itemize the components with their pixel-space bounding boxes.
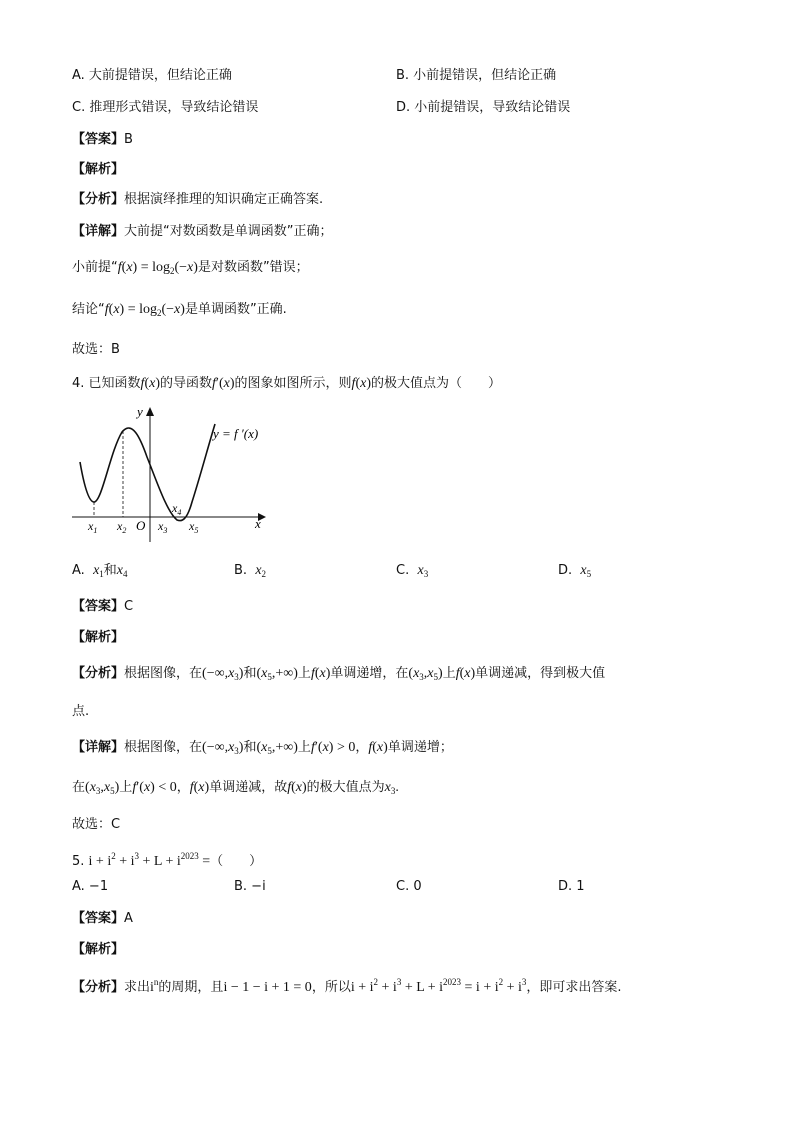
q5-option-a: A. −1 bbox=[72, 879, 109, 894]
x1-label: $x_1$ bbox=[88, 519, 98, 535]
q4-option-c: C. $x_3$ bbox=[396, 563, 429, 579]
x-axis-label: x bbox=[255, 516, 261, 531]
q4-fenxi-line1: 【分析】根据图像，在$(-\infty,x_3)$和$(x_5,+\infty)$上f(x)单调递增，在$(x_3,x_5)$上f(x)单调递减，得到极大值 bbox=[72, 666, 606, 682]
detail-text: 单调递减，故 bbox=[209, 780, 288, 795]
fenxi-text: 根据图像，在 bbox=[124, 666, 203, 681]
y-axis-arrow bbox=[146, 407, 154, 416]
q4-option-a: A. $x_1$和$x_4$ bbox=[72, 563, 128, 579]
detail-text: 和 bbox=[243, 740, 257, 755]
q4-detail-line1: 【详解】根据图像，在$(-\infty,x_3)$和$(x_5,+\infty)$上f′(x) > 0，f(x)单调递增； bbox=[72, 740, 453, 756]
stem-number: 5. bbox=[72, 854, 85, 869]
detail-text: 结论“ bbox=[72, 302, 105, 317]
detail-text: 根据图像，在 bbox=[124, 740, 203, 755]
q3-jiexi-heading: 【解析】 bbox=[72, 162, 125, 177]
fenxi-tag: 【分析】 bbox=[72, 192, 125, 207]
detail-text: 上 bbox=[119, 780, 133, 795]
q5-option-c: C. 0 bbox=[396, 879, 422, 894]
detail-text: 在 bbox=[72, 780, 86, 795]
detail-tag: 【详解】 bbox=[72, 740, 125, 755]
q3-choose: 故选：B bbox=[72, 342, 120, 357]
x3-label: $x_3$ bbox=[158, 519, 168, 535]
fenxi-text: 单调递减，得到极大值 bbox=[475, 666, 606, 681]
detail-text: ， bbox=[176, 780, 190, 795]
x2-label: $x_2$ bbox=[117, 519, 127, 535]
q5-fenxi: 【分析】求出$i^n$的周期，且i − 1 − i + 1 = 0，所以$i + i^2 + i^3 + L + i^{2023} = i + i^2 + i^3$，即可求出答案. bbox=[72, 977, 622, 995]
q4-jiexi-heading: 【解析】 bbox=[72, 630, 125, 645]
fenxi-tag: 【分析】 bbox=[72, 980, 125, 995]
stem-text: 的导函数 bbox=[160, 376, 213, 391]
fenxi-text: 和 bbox=[243, 666, 257, 681]
fenxi-text: ，所以 bbox=[311, 980, 351, 995]
detail-text: 是对数函数”错误； bbox=[197, 260, 309, 275]
fenxi-text: 单调递增，在 bbox=[330, 666, 409, 681]
fenxi-text: ，即可求出答案. bbox=[526, 980, 622, 995]
q5-stem: 5. $i + i^2 + i^3 + L + i^{2023}$ =（ ） bbox=[72, 851, 263, 869]
q5-jiexi-heading: 【解析】 bbox=[72, 942, 125, 957]
option-label: D. bbox=[558, 563, 573, 578]
q3-fenxi bbox=[72, 190, 323, 210]
curve-label: y = f ′(x) bbox=[213, 426, 259, 441]
option-label: C. bbox=[396, 563, 410, 578]
stem-text: 的极大值点为（ ） bbox=[371, 376, 502, 391]
fenxi-text: 的周期，且 bbox=[158, 980, 224, 995]
q3-option-c: C. 推理形式错误，导致结论错误 bbox=[72, 100, 259, 115]
detail-text: 单调递增； bbox=[387, 740, 453, 755]
q3-detail-line1 bbox=[72, 222, 333, 242]
answer-value: B bbox=[124, 132, 133, 147]
x4-label: $x_4$ bbox=[172, 501, 182, 517]
q3-detail-line2: 小前提“$f(x) = \log_2(-x)$是对数函数”错误； bbox=[72, 260, 309, 276]
stem-text: （ ） bbox=[210, 854, 263, 869]
q4-answer bbox=[72, 597, 133, 617]
q3-option-a: A. 大前提错误，但结论正确 bbox=[72, 68, 232, 83]
detail-text: 是单调函数”正确. bbox=[184, 302, 287, 317]
y-axis-label: y bbox=[137, 404, 143, 419]
q5-option-d: D. 1 bbox=[558, 879, 585, 894]
q3-option-b: B. 小前提错误，但结论正确 bbox=[396, 68, 557, 83]
q5-answer bbox=[72, 909, 133, 929]
detail-text: 大前提“对数函数是单调函数”正确； bbox=[124, 224, 333, 239]
answer-value: C bbox=[124, 599, 134, 614]
q3-detail-line3: 结论“$f(x) = \log_2(-x)$是单调函数”正确. bbox=[72, 302, 287, 318]
detail-tag: 【详解】 bbox=[72, 224, 125, 239]
fenxi-text: 上 bbox=[297, 666, 311, 681]
stem-text: 的图象如图所示，则 bbox=[234, 376, 352, 391]
answer-tag: 【答案】 bbox=[72, 911, 125, 926]
q4-option-d: D. $x_5$ bbox=[558, 563, 592, 579]
derivative-graph bbox=[72, 402, 272, 547]
formula: f bbox=[117, 260, 122, 275]
q4-fenxi-line2: 点. bbox=[72, 704, 90, 719]
answer-tag: 【答案】 bbox=[72, 132, 125, 147]
formula: f bbox=[104, 302, 109, 317]
option-text: 和 bbox=[103, 563, 117, 578]
answer-tag: 【答案】 bbox=[72, 599, 125, 614]
q3-option-d: D. 小前提错误，导致结论错误 bbox=[396, 100, 571, 115]
q4-detail-line2: 在$(x_3,x_5)$上f′(x) < 0，f(x)单调递减，故f(x)的极大值点为$x_3$. bbox=[72, 780, 399, 796]
stem-text: 4. 已知函数 bbox=[72, 376, 141, 391]
q4-choose: 故选：C bbox=[72, 817, 121, 832]
fenxi-text: 上 bbox=[442, 666, 456, 681]
option-label: B. bbox=[234, 563, 248, 578]
fenxi-text: 求出 bbox=[124, 980, 151, 995]
detail-text: 的极大值点为 bbox=[306, 780, 385, 795]
x5-label: $x_5$ bbox=[189, 519, 199, 535]
answer-value: A bbox=[124, 911, 133, 926]
fenxi-tag: 【分析】 bbox=[72, 666, 125, 681]
derivative-curve bbox=[80, 424, 215, 521]
option-label: A. bbox=[72, 563, 85, 578]
detail-text: 小前提“ bbox=[72, 260, 118, 275]
origin-label: O bbox=[136, 518, 146, 533]
detail-text: 上 bbox=[297, 740, 311, 755]
fenxi-text: 根据演绎推理的知识确定正确答案. bbox=[124, 192, 324, 207]
q3-answer bbox=[72, 130, 133, 150]
detail-text: ， bbox=[355, 740, 369, 755]
q4-stem: 4. 已知函数f(x)的导函数f′(x)的图象如图所示，则f(x)的极大值点为（ ） bbox=[72, 376, 502, 391]
q4-option-b: B. $x_2$ bbox=[234, 563, 267, 579]
q5-option-b: B. −i bbox=[234, 879, 266, 894]
